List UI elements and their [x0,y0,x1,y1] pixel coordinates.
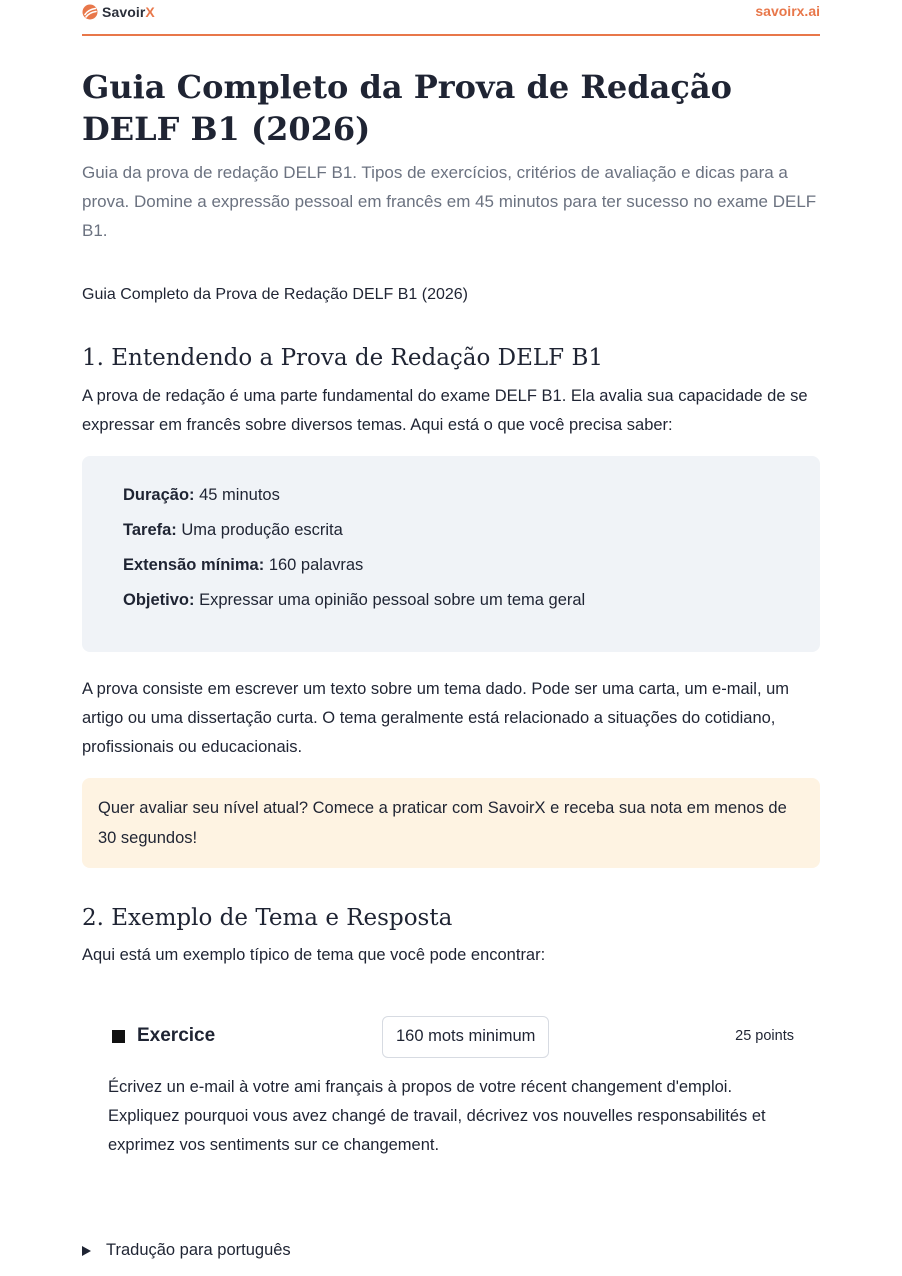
exercise-points: 25 points [735,1028,794,1044]
section-1-intro: A prova de redação é uma parte fundamental do exame DELF B1. Ela avalia sua capacidade de se expressar em francês sobre diversos temas. Aqui está o que você precisa saber: [82,387,808,434]
cta-callout [82,778,820,868]
savoirx-logo[interactable] [82,4,155,20]
exercise-header [112,1016,794,1058]
disclosure-triangle-icon [82,1246,91,1256]
section-1-description: A prova consiste em escrever um texto sobre um tema dado. Pode ser uma carta, um e-mail, um artigo ou uma dissertação curta. O tema geralmente está relacionado a situações do cotidiano, profissionais ou educacionais. [82,680,790,756]
site-header [82,0,820,36]
cta-text: Quer avaliar seu nível atual? Comece a praticar com SavoirX e receba sua nota em menos de 30 segundos! [98,799,787,847]
exam-facts-list [123,478,585,618]
savoirx-swoosh-icon [82,4,98,20]
translation-toggle-label: Tradução para português [106,1241,291,1259]
fact-item-objective: Objetivo: Expressar uma opinião pessoal sobre um tema geral [123,591,586,609]
section-2-intro: Aqui está um exemplo típico de tema que você pode encontrar: [82,946,546,964]
page-title: Guia Completo da Prova de Redação DELF B1 (2026) [82,68,732,148]
logo-wordmark: SavoirX [102,4,155,20]
square-bullet-icon [112,1030,125,1043]
site-link[interactable]: savoirx.ai [755,3,820,19]
exercise-title: Exercice [137,1025,216,1046]
section-1-heading: 1. Entendendo a Prova de Redação DELF B1 [82,345,603,371]
article-plain-title: Guia Completo da Prova de Redação DELF B1 (2026) [82,286,468,303]
page-subtitle: Guia da prova de redação DELF B1. Tipos de exercícios, critérios de avaliação e dicas para a prova. Domine a expressão pessoal em francês em 45 minutos para ter sucesso no exame DELF B1. [82,163,817,240]
fact-item-task: Tarefa: Uma produção escrita [123,521,343,539]
word-count-badge: 160 mots minimum [382,1016,549,1058]
fact-item-min-length: Extensão mínima: 160 palavras [123,556,364,574]
fact-item-duration: Duração: 45 minutos [123,486,280,504]
translation-toggle[interactable] [82,1241,291,1260]
exercise-prompt: Écrivez un e-mail à votre ami français à propos de votre récent changement d'emploi. Expliquez pourquoi vous avez changé de travail, décrivez vos nouvelles responsabilités et exprimez vos sentiments sur ce changement. [108,1078,766,1154]
section-2-heading: 2. Exemplo de Tema e Resposta [82,905,453,931]
exam-facts-box [82,456,820,652]
